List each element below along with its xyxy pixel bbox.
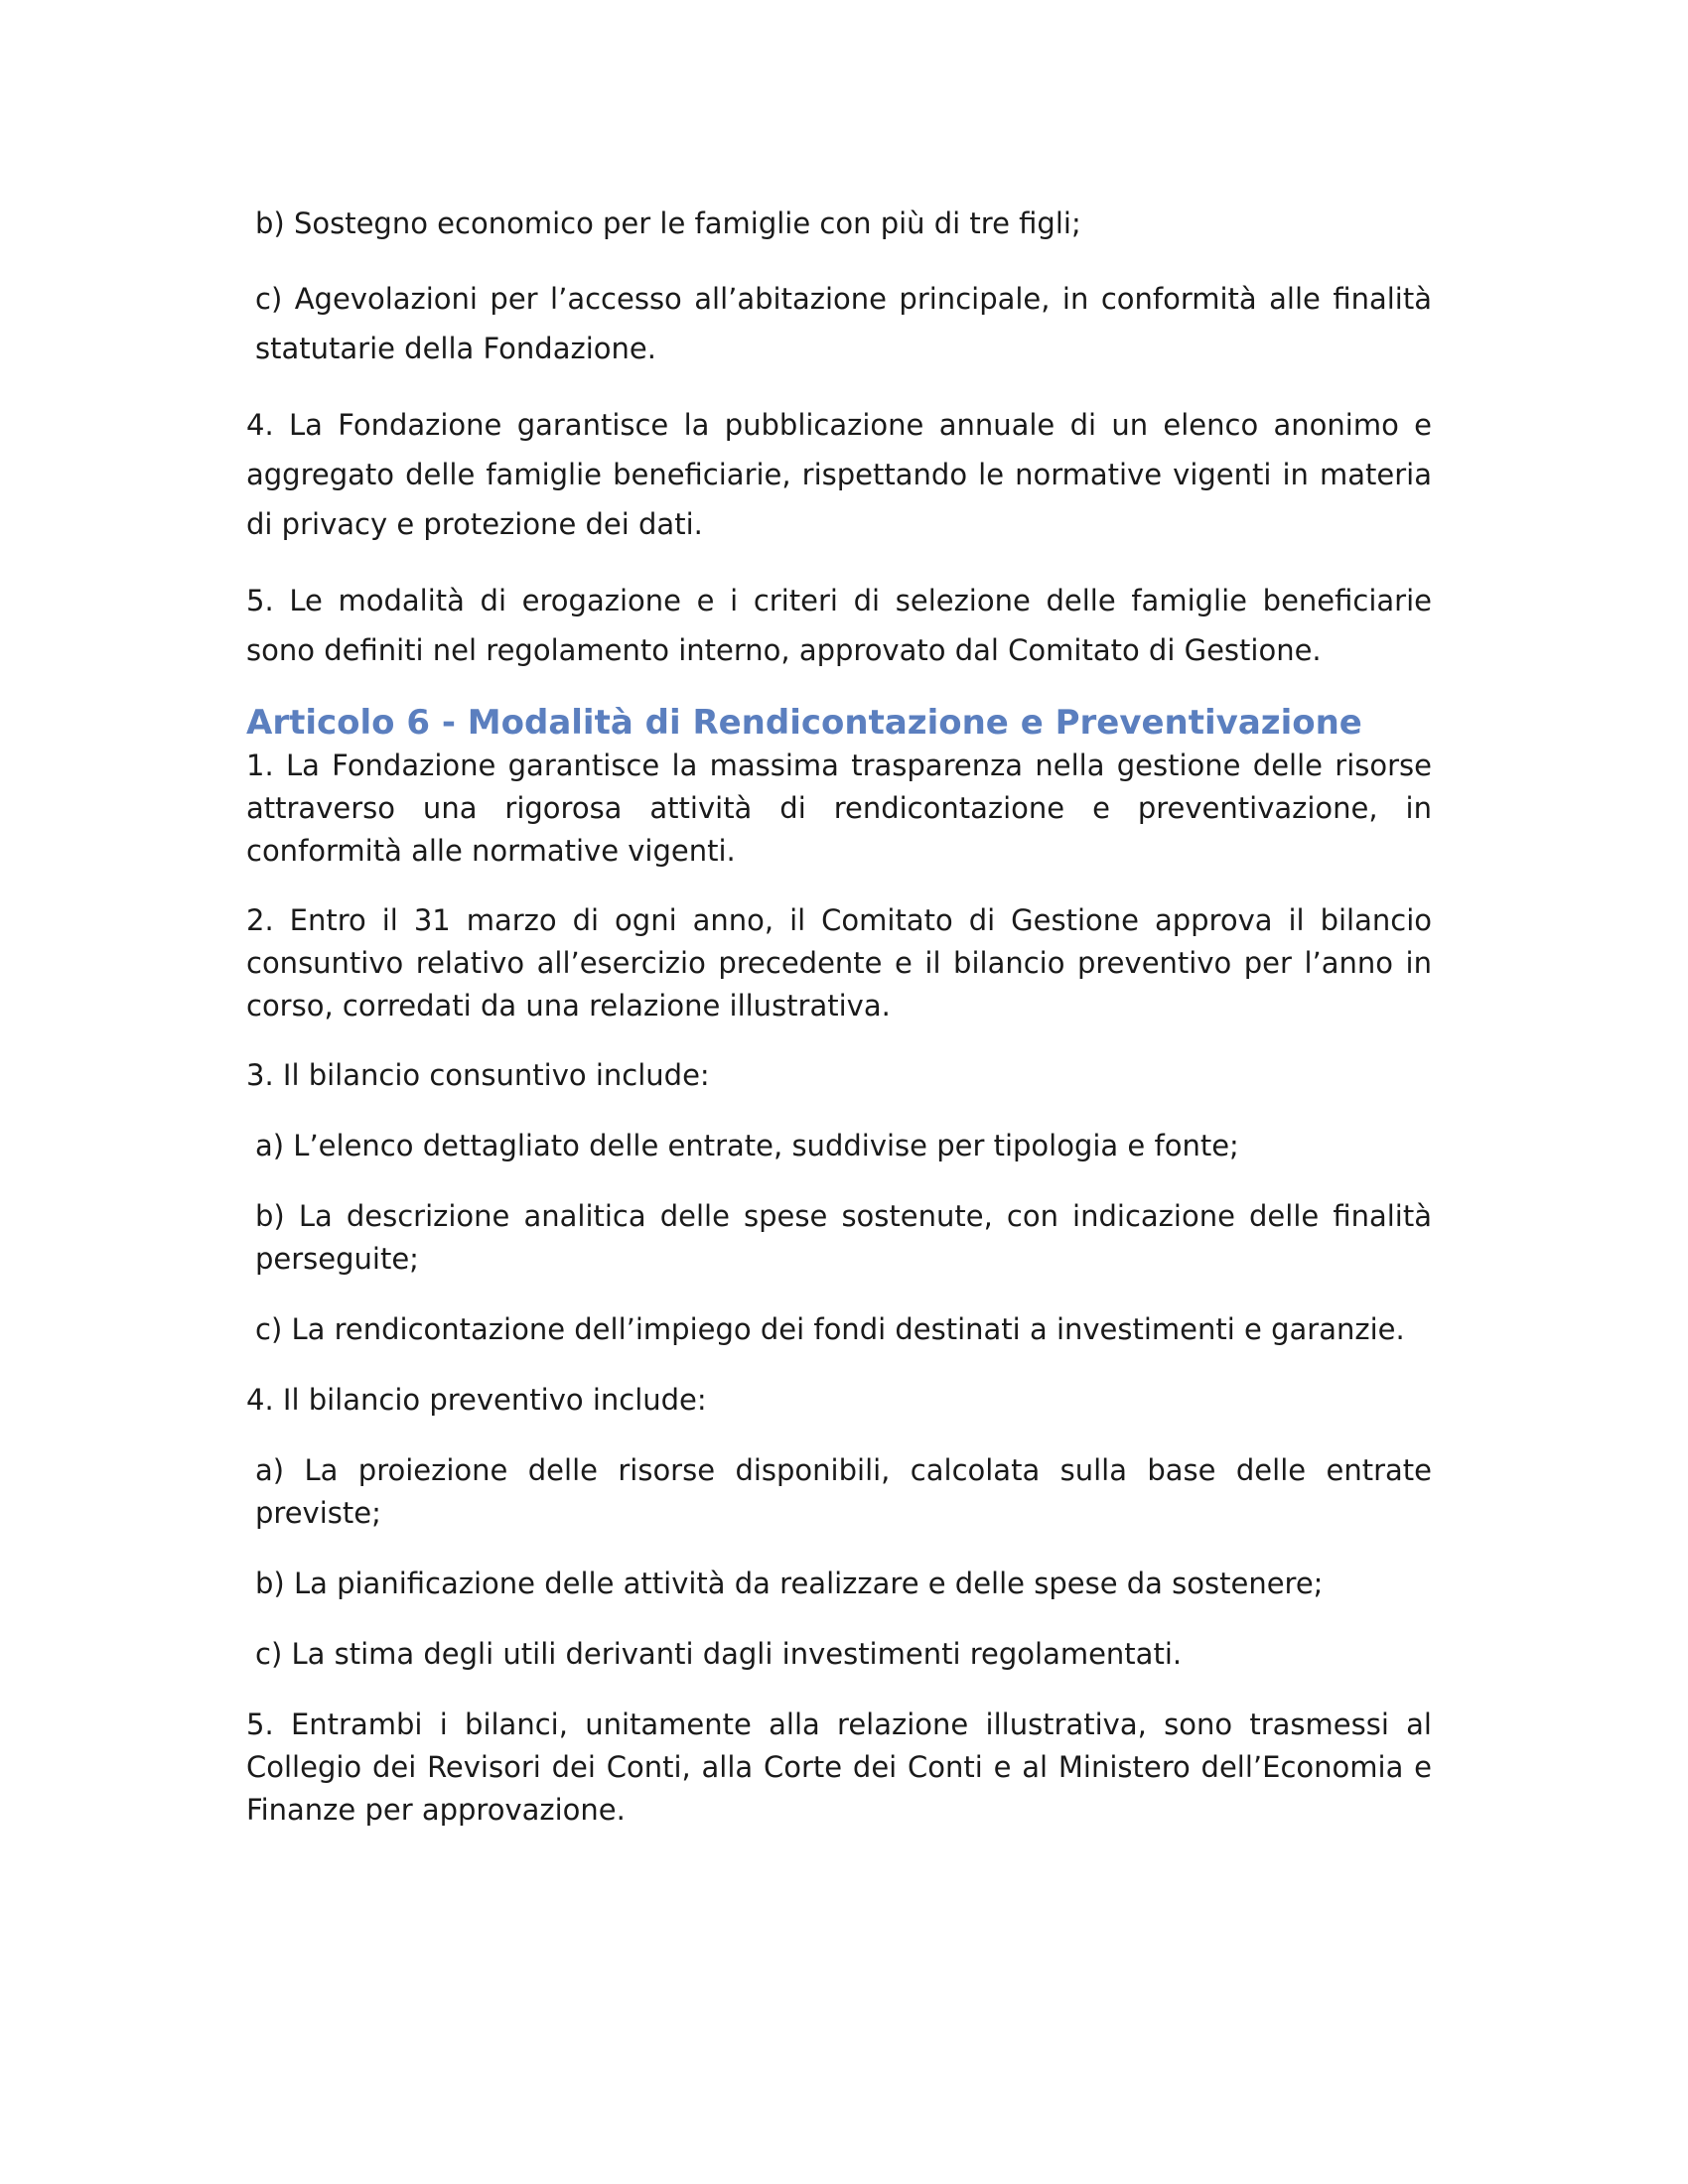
section-article-5-continuation [246,199,1432,675]
paragraph-5-modalita: 5. Le modalità di erogazione e i criteri di selezione delle famiglie beneficiarie sono definiti nel regolamento interno, approvato dal Comitato di Gestione. [246,584,1432,667]
list-item-a-proiezione-risorse: a) La proiezione delle risorse disponibili, calcolata sulla base delle entrate previste; [255,1453,1432,1530]
paragraph-2-entro-31-marzo: 2. Entro il 31 marzo di ogni anno, il Comitato di Gestione approva il bilancio consuntivo relativo all’esercizio precedente e il bilancio preventivo per l’anno in corso, corredati da una relazione illustrativa. [246,903,1432,1023]
list-item-c-agevolazioni: c) Agevolazioni per l’accesso all’abitazione principale, in conformità alle finalità statutarie della Fondazione. [255,282,1432,365]
article-6-heading: Articolo 6 - Modalità di Rendicontazione e Preventivazione [246,703,1362,743]
list-item-c-rendicontazione-fondi: c) La rendicontazione dell’impiego dei fondi destinati a investimenti e garanzie. [255,1312,1405,1346]
document-body [246,199,1432,1832]
paragraph-3-bilancio-consuntivo: 3. Il bilancio consuntivo include: [246,1058,710,1092]
paragraph-1-trasparenza: 1. La Fondazione garantisce la massima trasparenza nella gestione delle risorse attraverso una rigorosa attività di rendicontazione e preventivazione, in conformità alle normative vigenti. [246,749,1432,868]
paragraph-4-pubblicazione: 4. La Fondazione garantisce la pubblicazione annuale di un elenco anonimo e aggregato delle famiglie beneficiarie, rispettando le normative vigenti in materia di privacy e protezione dei dati. [246,408,1432,541]
section-article-6 [246,745,1432,1832]
list-item-a-elenco-entrate: a) L’elenco dettagliato delle entrate, suddivise per tipologia e fonte; [255,1129,1239,1162]
list-item-b-pianificazione: b) La pianificazione delle attività da realizzare e delle spese da sostenere; [255,1567,1324,1600]
list-item-c-stima-utili: c) La stima degli utili derivanti dagli investimenti regolamentati. [255,1637,1183,1671]
paragraph-4-bilancio-preventivo: 4. Il bilancio preventivo include: [246,1383,707,1417]
list-item-b-sostegno: b) Sostegno economico per le famiglie con più di tre figli; [255,206,1081,240]
list-item-b-descrizione-spese: b) La descrizione analitica delle spese sostenute, con indicazione delle finalità perseguite; [255,1199,1432,1276]
paragraph-5-trasmissione: 5. Entrambi i bilanci, unitamente alla relazione illustrativa, sono trasmessi al Collegio dei Revisori dei Conti, alla Corte dei Conti e al Ministero dell’Economia e Finanze per approvazione. [246,1707,1432,1827]
